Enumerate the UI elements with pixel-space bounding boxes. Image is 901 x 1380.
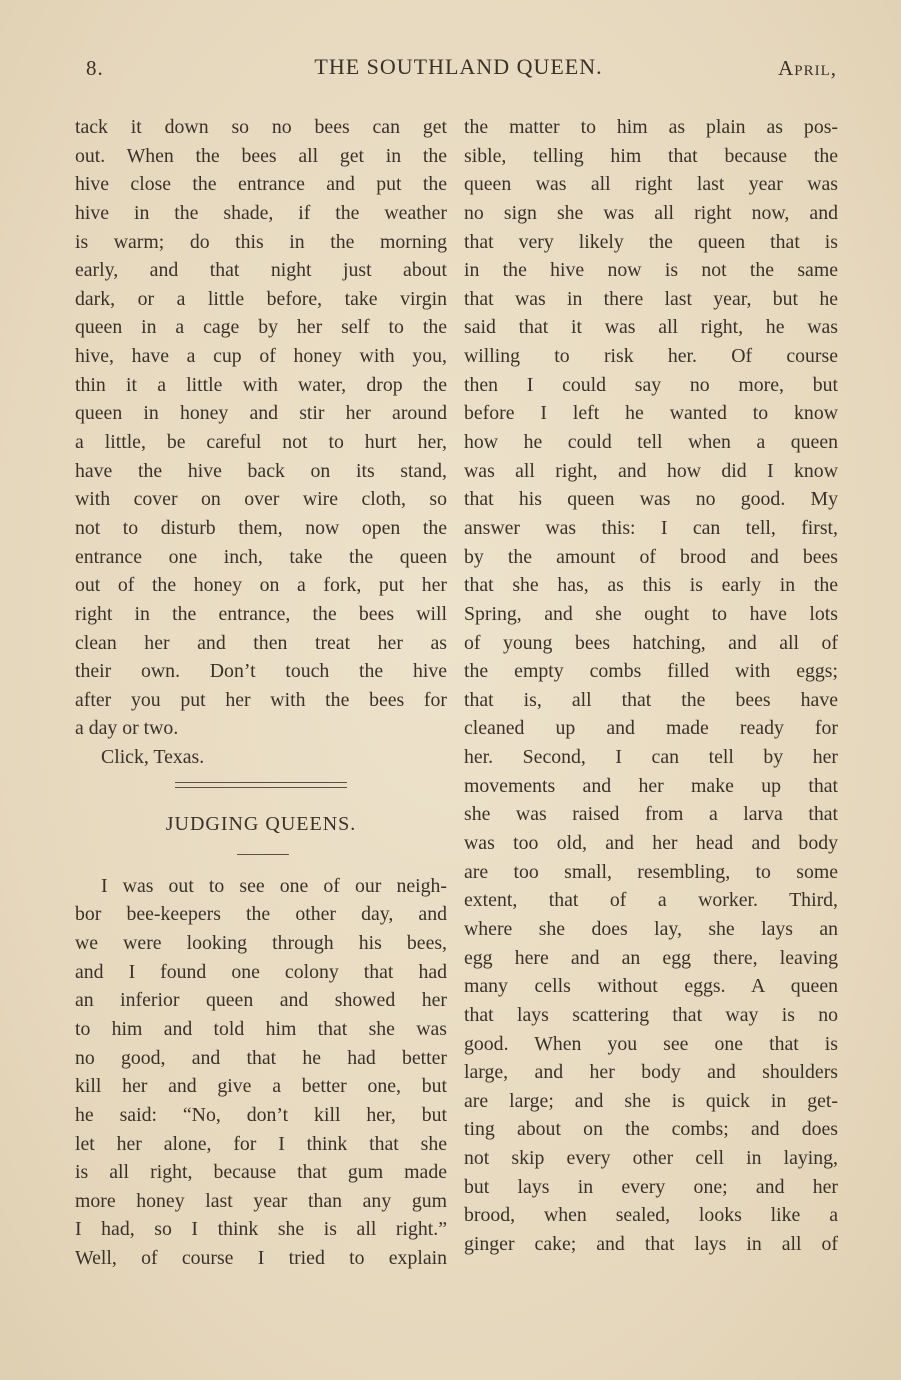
text-line: we were looking through his bees, [75, 932, 447, 955]
text-line: a little, be careful not to hurt her, [75, 431, 447, 454]
text-line: he said: “No, don’t kill her, but [75, 1103, 447, 1126]
text-line: her. Second, I can tell by her [464, 746, 838, 769]
text-line: that lays scattering that way is no [464, 1003, 838, 1026]
text-line: was all right, and how did I know [464, 459, 838, 482]
text-line: where she does lay, she lays an [464, 917, 838, 940]
text-line: clean her and then treat her as [75, 631, 447, 654]
issue-month: April, [778, 56, 837, 80]
text-line: ginger cake; and that lays in all of [464, 1232, 838, 1255]
text-line: bor bee-keepers the other day, and [75, 903, 447, 926]
text-line: that is, all that the bees have [464, 688, 838, 711]
text-line: with cover on over wire cloth, so [75, 488, 447, 511]
text-line: the matter to him as plain as pos- [464, 116, 838, 138]
text-line: early, and that night just about [75, 259, 447, 282]
section-divider [75, 772, 447, 804]
text-line: said that it was all right, he was [464, 316, 838, 339]
text-line: brood, when sealed, looks like a [464, 1204, 838, 1227]
text-line: Well, of course I tried to explain [75, 1247, 447, 1270]
text-line: thin it a little with water, drop the [75, 373, 447, 396]
text-line: queen was all right last year was [464, 173, 838, 196]
left-paragraph-continued [75, 113, 447, 772]
text-line: a day or two. [75, 717, 179, 740]
text-line: queen in a cage by her self to the [75, 316, 447, 339]
text-line: queen in honey and stir her around [75, 402, 447, 425]
page-number: 8. [86, 56, 104, 80]
text-line: dark, or a little before, take virgin [75, 287, 447, 310]
text-line: the empty combs filled with eggs; [464, 660, 838, 683]
text-line: I had, so I think she is all right.” [75, 1218, 447, 1241]
text-line: are too small, resembling, to some [464, 860, 838, 883]
text-line: by the amount of brood and bees [464, 545, 838, 568]
text-line: ting about on the combs; and does [464, 1118, 838, 1141]
text-line: have the hive back on its stand, [75, 459, 447, 482]
text-line: hive, have a cup of honey with you, [75, 345, 447, 368]
right-column [464, 113, 838, 1259]
text-line: large, and her body and shoulders [464, 1061, 838, 1084]
text-line: in the hive now is not the same [464, 259, 838, 282]
text-line: not skip every other cell in laying, [464, 1147, 838, 1170]
text-line: hive close the entrance and put the [75, 173, 447, 196]
left-column [75, 113, 447, 1273]
text-line: entrance one inch, take the queen [75, 545, 447, 568]
text-line: not to disturb them, now open the [75, 516, 447, 539]
text-line: was too old, and her head and body [464, 832, 838, 855]
text-line: no sign she was all right now, and [464, 201, 838, 224]
author-location: Click, Texas. [101, 746, 205, 769]
text-line: movements and her make up that [464, 774, 838, 797]
text-line: but lays in every one; and her [464, 1175, 838, 1198]
text-line: how he could tell when a queen [464, 431, 838, 454]
text-line: to him and told him that she was [75, 1017, 447, 1040]
text-line: their own. Don’t touch the hive [75, 660, 447, 683]
text-line: out of the honey on a fork, put her [75, 574, 447, 597]
text-line: tack it down so no bees can get [75, 116, 447, 138]
text-line: kill her and give a better one, but [75, 1075, 447, 1098]
text-line: and I found one colony that had [75, 960, 447, 983]
text-line: egg here and an egg there, leaving [464, 946, 838, 969]
text-line: then I could say no more, but [464, 373, 838, 396]
journal-title: THE SOUTHLAND QUEEN. [314, 54, 603, 79]
text-line: sible, telling him that because the [464, 144, 838, 167]
text-line: is warm; do this in the morning [75, 230, 447, 253]
text-line: no good, and that he had better [75, 1046, 447, 1069]
text-line: is all right, because that gum made [75, 1161, 447, 1184]
title-underline [75, 844, 447, 872]
short-rule [237, 854, 289, 855]
text-line: that she has, as this is early in the [464, 574, 838, 597]
section-title: JUDGING QUEENS. [165, 812, 357, 835]
text-line: before I left he wanted to know [464, 402, 838, 425]
text-line: many cells without eggs. A queen [464, 975, 838, 998]
page-header [80, 52, 837, 84]
article-paragraph-continued [464, 113, 838, 1259]
text-line: let her alone, for I think that she [75, 1132, 447, 1155]
text-line: answer was this: I can tell, first, [464, 516, 838, 539]
text-line: right in the entrance, the bees will [75, 602, 447, 625]
text-line: that was in there last year, but he [464, 287, 838, 310]
text-line: hive in the shade, if the weather [75, 201, 447, 224]
text-line: she was raised from a larva that [464, 803, 838, 826]
text-line: cleaned up and made ready for [464, 717, 838, 740]
text-line: that his queen was no good. My [464, 488, 838, 511]
text-line: Spring, and she ought to have lots [464, 602, 838, 625]
text-line: more honey last year than any gum [75, 1189, 447, 1212]
article-paragraph [75, 872, 447, 1273]
text-line: willing to risk her. Of course [464, 345, 838, 368]
text-line: out. When the bees all get in the [75, 144, 447, 167]
text-line: good. When you see one that is [464, 1032, 838, 1055]
text-line: that very likely the queen that is [464, 230, 838, 253]
text-line: an inferior queen and showed her [75, 989, 447, 1012]
text-line: after you put her with the bees for [75, 688, 447, 711]
double-rule [175, 782, 347, 788]
text-line: extent, that of a worker. Third, [464, 889, 838, 912]
text-line: are large; and she is quick in get- [464, 1089, 838, 1112]
text-line: of young bees hatching, and all of [464, 631, 838, 654]
text-line: I was out to see one of our neigh- [101, 874, 447, 897]
